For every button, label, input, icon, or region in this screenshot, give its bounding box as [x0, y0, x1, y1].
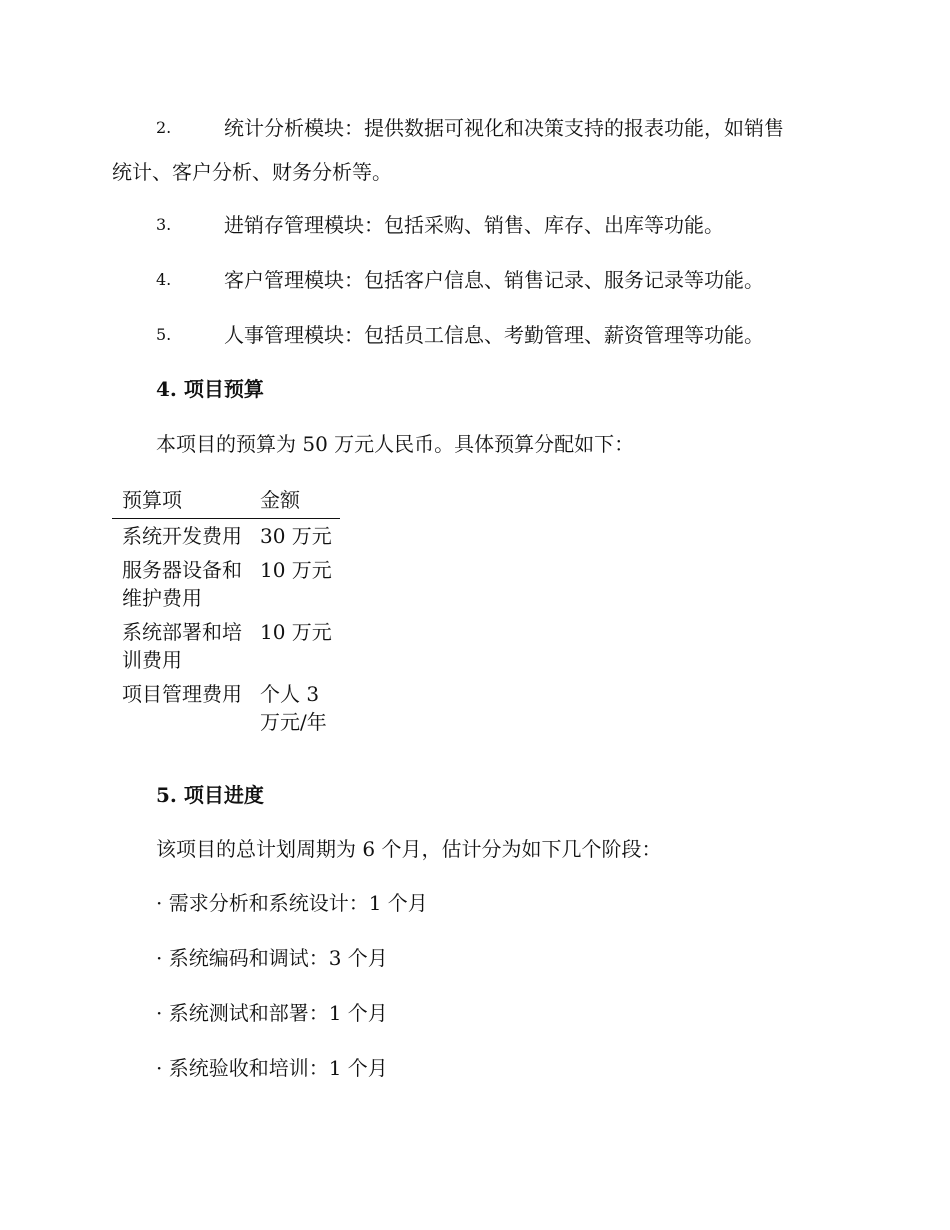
column-header-amount: 金额 — [250, 482, 340, 519]
list-number: 4. — [156, 270, 172, 289]
budget-item: 系统开发费用 — [122, 524, 242, 548]
table-row — [112, 677, 340, 739]
budget-amount: 个人 3 万元/年 — [260, 682, 327, 734]
budget-amount: 30 万元 — [260, 524, 332, 548]
budget-item: 服务器设备和维护费用 — [122, 558, 242, 610]
budget-amount: 10 万元 — [260, 620, 332, 644]
budget-table — [112, 482, 340, 739]
phase-item: · 系统验收和培训：1 个月 — [156, 1056, 388, 1080]
column-header-item: 预算项 — [112, 482, 250, 519]
phase-item: · 需求分析和系统设计：1 个月 — [156, 891, 428, 915]
module-item-statistics: 统计分析模块：提供数据可视化和决策支持的报表功能，如销售 — [224, 116, 784, 140]
table-row — [112, 519, 340, 554]
schedule-intro: 该项目的总计划周期为 6 个月，估计分为如下几个阶段： — [156, 837, 662, 861]
table-row — [112, 553, 340, 615]
section-heading-budget: 4. 项目预算 — [156, 377, 264, 401]
module-item-hr: 人事管理模块：包括员工信息、考勤管理、薪资管理等功能。 — [224, 323, 764, 347]
section-heading-schedule: 5. 项目进度 — [156, 783, 264, 807]
budget-item: 系统部署和培训费用 — [122, 620, 242, 672]
list-number: 2. — [156, 118, 172, 137]
budget-amount: 10 万元 — [260, 558, 332, 582]
table-row — [112, 615, 340, 677]
table-header-row — [112, 482, 340, 519]
budget-item: 项目管理费用 — [122, 682, 242, 706]
module-item-customer: 客户管理模块：包括客户信息、销售记录、服务记录等功能。 — [224, 268, 764, 292]
phase-item: · 系统编码和调试：3 个月 — [156, 946, 388, 970]
budget-intro: 本项目的预算为 50 万元人民币。具体预算分配如下： — [156, 432, 635, 456]
phase-item: · 系统测试和部署：1 个月 — [156, 1001, 388, 1025]
module-item-inventory: 进销存管理模块：包括采购、销售、库存、出库等功能。 — [224, 213, 724, 237]
list-number: 5. — [156, 325, 172, 344]
module-item-statistics-continued: 统计、客户分析、财务分析等。 — [112, 160, 392, 184]
list-number: 3. — [156, 215, 172, 234]
